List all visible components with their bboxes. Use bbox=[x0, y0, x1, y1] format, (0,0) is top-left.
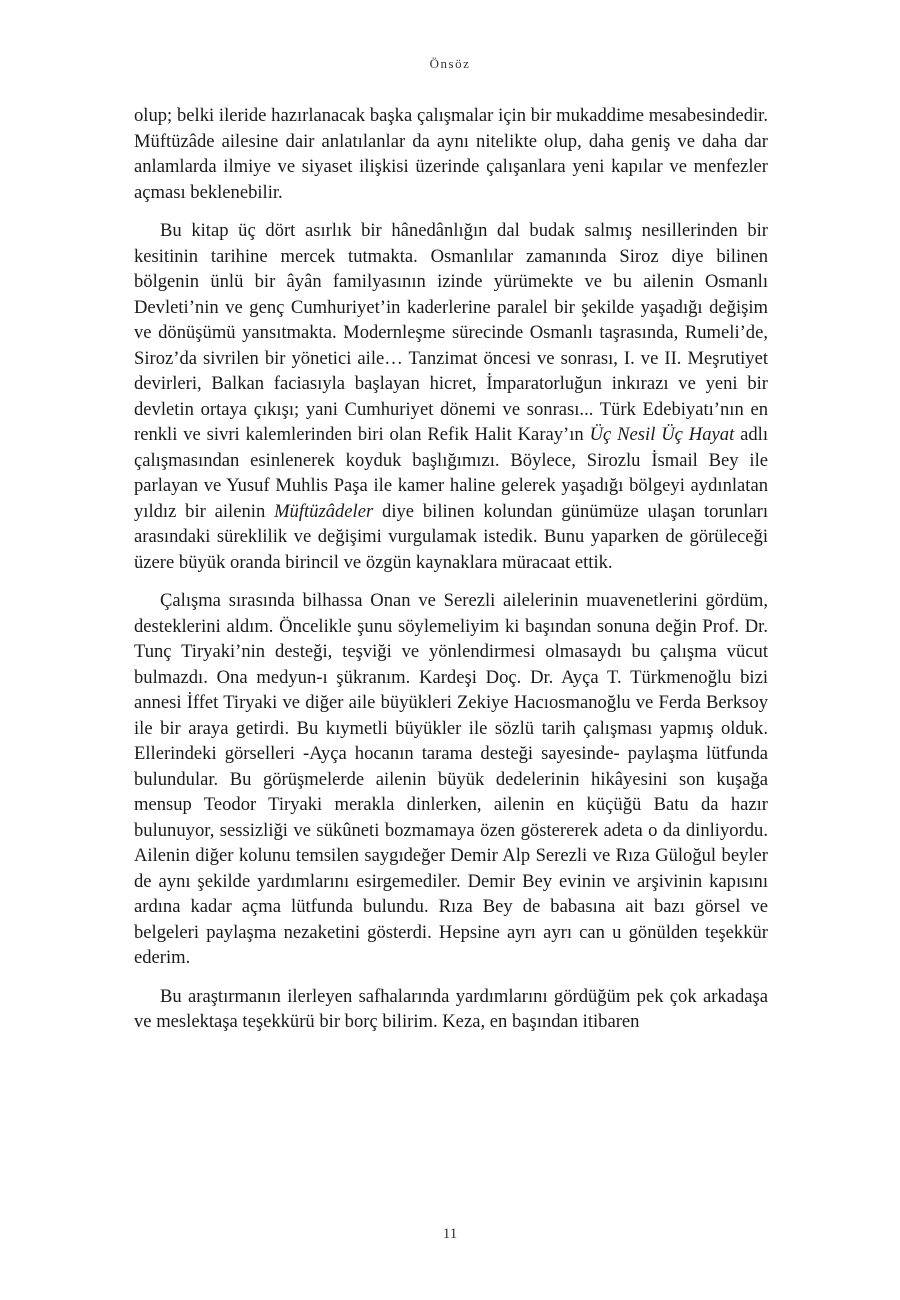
paragraph-book-introduction bbox=[134, 218, 768, 575]
paragraph-text: diye bilinen kolundan günümüze ulaşan torunları arasındaki süreklilik ve değişimi vurgulamak istedik. Bunu yaparken de görüleceği üzere büyük oranda birincil ve özgün kaynaklara müracaat ettik. bbox=[134, 500, 768, 573]
paragraph-text: Bu kitap üç dört asırlık bir hânedânlığın dal budak salmış nesillerinden bir kesitinin tarihine mercek tutmakta. Osmanlılar zamanında Siroz diye bilinen bölgenin ünlü bir âyân familyasının izinde yürümekte ve bu ailenin Osmanlı Devleti’nin ve genç Cumhuriyet’in kaderlerine paralel bir şekilde yaşadığı değişim ve dönüşümü yansıtmakta. Modernleşme sürecinde Osmanlı taşrasında, Rumeli’de, Siroz’da sivrilen bir yönetici aile… Tanzimat öncesi ve sonrası, I. ve II. Meşrutiyet devirleri, Balkan faciasıyla başlayan hicret, İmparatorluğun inkırazı ve yeni bir devletin ortaya çıkışı; yani Cumhuriyet dönemi ve sonrası... Türk Edebiyatı’nın en renkli ve sivri kalemlerinden biri olan Refik Halit Karay’ın bbox=[134, 220, 768, 445]
running-head: Önsöz bbox=[429, 56, 471, 71]
page-number: 11 bbox=[442, 1226, 458, 1242]
italic-book-title: Üç Nesil Üç Hayat bbox=[589, 424, 735, 445]
body-text bbox=[134, 103, 768, 1048]
italic-family-branch: Müftüzâdeler bbox=[274, 500, 374, 522]
paragraph-colleagues: Bu araştırmanın ilerleyen safhalarında yardımlarını gördüğüm pek çok arkadaşa ve meslektaşa teşekkürü bir borç bilirim. Keza, en başından itibaren bbox=[134, 985, 768, 1032]
paragraph-continued: olup; belki ileride hazırlanacak başka çalışmalar için bir mukaddime mesabesindedir. Müftüzâde ailesine dair anlatılanlar da aynı nitelikte olup, daha geniş ve daha dar anlamlarda ilmiye ve siyaset ilişkisi üzerinde çalışanlara yeni kapılar ve menfezler açması beklenebilir. bbox=[134, 105, 768, 203]
paragraph-text: adlı çalışmasından esinlenerek koyduk başlığımızı. Böylece, Sirozlu İsmail Bey ile parlayan ve Yusuf Muhlis Paşa ile kamer haline gelerek yaşadığı bölgeyi aydınlatan yıldız bir ailenin bbox=[134, 424, 769, 522]
paragraph-acknowledgements: Çalışma sırasında bilhassa Onan ve Serezli ailelerinin muavenetlerini gördüm, desteklerini aldım. Öncelikle şunu söylemeliyim ki başından sonuna değin Prof. Dr. Tunç Tiryaki’nin desteği, teşviği ve yönlendirmesi olmasaydı bu çalışma vücut bulmazdı. Ona medyun-ı şükranım. Kardeşi Doç. Dr. Ayça T. Türkmenoğlu bizi annesi İffet Tiryaki ve diğer aile büyükleri Zekiye Hacıosmanoğlu ve Ferda Berksoy ile bir araya getirdi. Bu kıymetli büyükler ile sözlü tarih çalışması yapmış olduk. Ellerindeki görselleri -Ayça hocanın tarama desteği sayesinde- paylaşma lütfunda bulundular. Bu görüşmelerde ailenin büyük dedelerinin hikâyesini son kuşağa mensup Teodor Tiryaki merakla dinlerken, ailenin en küçüğü Batu da hazır bulunuyor, sessizliği ve sükûneti bozmamaya özen göstererek adeta o da dinliyordu. Ailenin diğer kolunu temsilen saygıdeğer Demir Alp Serezli ve Rıza Güloğul beyler de aynı şekilde yardımlarını esirgemediler. Demir Bey evinin ve arşivinin kapısını ardına kadar açma lütfunda bulundu. Rıza Bey de babasına ait bazı görsel ve belgeleri paylaşma nezaketini gösterdi. Hepsine ayrı ayrı can u gönülden teşekkür ederim. bbox=[134, 590, 768, 968]
